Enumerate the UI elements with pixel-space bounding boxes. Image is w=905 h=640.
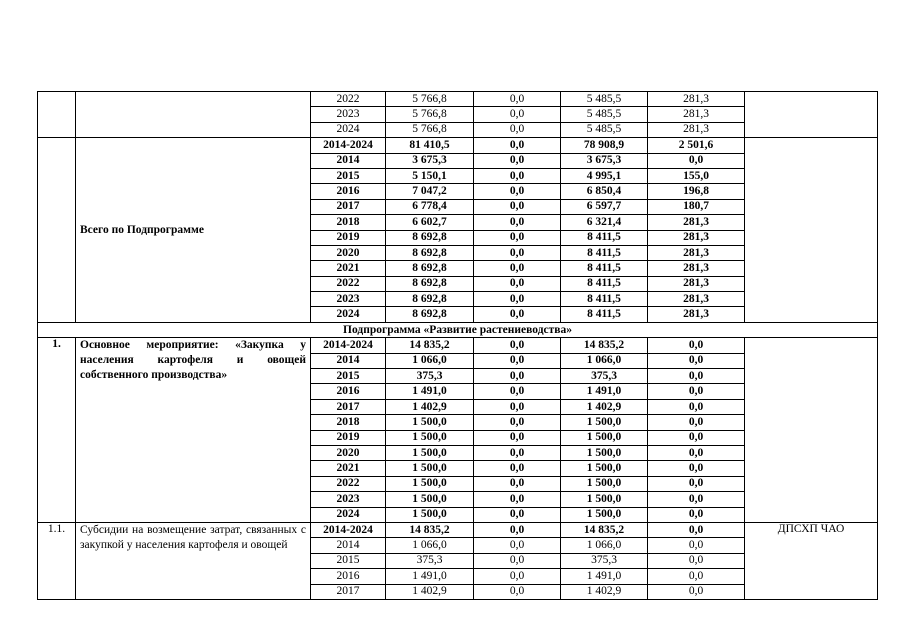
total-cell: 5 766,8 xyxy=(386,122,474,137)
total-cell: 1 500,0 xyxy=(386,507,474,522)
okrug-budget-cell: 14 835,2 xyxy=(561,338,648,353)
other-sources-cell: 0,0 xyxy=(648,476,745,491)
total-cell: 5 766,8 xyxy=(386,107,474,122)
total-cell: 1 402,9 xyxy=(386,584,474,599)
total-cell: 14 835,2 xyxy=(386,522,474,537)
other-sources-cell: 281,3 xyxy=(648,215,745,230)
other-sources-cell: 0,0 xyxy=(648,399,745,414)
year-cell: 2024 xyxy=(311,307,386,322)
total-cell: 1 500,0 xyxy=(386,492,474,507)
year-cell: 2021 xyxy=(311,461,386,476)
federal-budget-cell: 0,0 xyxy=(474,230,561,245)
federal-budget-cell: 0,0 xyxy=(474,245,561,260)
table-row xyxy=(38,522,878,537)
federal-budget-cell: 0,0 xyxy=(474,276,561,291)
other-sources-cell: 0,0 xyxy=(648,522,745,537)
total-cell: 6 778,4 xyxy=(386,199,474,214)
federal-budget-cell: 0,0 xyxy=(474,353,561,368)
total-cell: 8 692,8 xyxy=(386,276,474,291)
federal-budget-cell: 0,0 xyxy=(474,122,561,137)
executor-cell: ДПСХП ЧАО xyxy=(745,522,878,599)
okrug-budget-cell: 1 500,0 xyxy=(561,415,648,430)
total-cell: 1 500,0 xyxy=(386,461,474,476)
okrug-budget-cell: 1 500,0 xyxy=(561,507,648,522)
other-sources-cell: 0,0 xyxy=(648,384,745,399)
total-cell: 8 692,8 xyxy=(386,245,474,260)
other-sources-cell: 281,3 xyxy=(648,276,745,291)
year-cell: 2024 xyxy=(311,507,386,522)
total-cell: 14 835,2 xyxy=(386,338,474,353)
other-sources-cell: 281,3 xyxy=(648,292,745,307)
section-title: Подпрограмма «Развитие растениеводства» xyxy=(38,322,878,337)
total-cell: 6 602,7 xyxy=(386,215,474,230)
federal-budget-cell: 0,0 xyxy=(474,261,561,276)
federal-budget-cell: 0,0 xyxy=(474,307,561,322)
other-sources-cell: 0,0 xyxy=(648,353,745,368)
okrug-budget-cell: 8 411,5 xyxy=(561,292,648,307)
okrug-budget-cell: 1 500,0 xyxy=(561,461,648,476)
number-cell xyxy=(38,138,76,323)
okrug-budget-cell: 5 485,5 xyxy=(561,122,648,137)
executor-cell xyxy=(745,138,878,323)
total-cell: 1 491,0 xyxy=(386,569,474,584)
federal-budget-cell: 0,0 xyxy=(474,168,561,183)
total-cell: 5 150,1 xyxy=(386,168,474,183)
other-sources-cell: 0,0 xyxy=(648,553,745,568)
other-sources-cell: 155,0 xyxy=(648,168,745,183)
executor-cell xyxy=(745,92,878,138)
other-sources-cell: 196,8 xyxy=(648,184,745,199)
federal-budget-cell: 0,0 xyxy=(474,569,561,584)
okrug-budget-cell: 1 491,0 xyxy=(561,569,648,584)
total-cell: 81 410,5 xyxy=(386,138,474,153)
year-cell: 2021 xyxy=(311,261,386,276)
federal-budget-cell: 0,0 xyxy=(474,369,561,384)
year-cell: 2018 xyxy=(311,415,386,430)
total-cell: 5 766,8 xyxy=(386,92,474,107)
year-cell: 2014-2024 xyxy=(311,338,386,353)
other-sources-cell: 0,0 xyxy=(648,445,745,460)
other-sources-cell: 281,3 xyxy=(648,307,745,322)
year-cell: 2022 xyxy=(311,92,386,107)
total-cell: 1 066,0 xyxy=(386,538,474,553)
okrug-budget-cell: 1 402,9 xyxy=(561,399,648,414)
total-cell: 1 402,9 xyxy=(386,399,474,414)
federal-budget-cell: 0,0 xyxy=(474,476,561,491)
okrug-budget-cell: 1 500,0 xyxy=(561,492,648,507)
total-cell: 1 500,0 xyxy=(386,476,474,491)
okrug-budget-cell: 3 675,3 xyxy=(561,153,648,168)
table-row xyxy=(38,322,878,337)
year-cell: 2020 xyxy=(311,245,386,260)
okrug-budget-cell: 5 485,5 xyxy=(561,107,648,122)
year-cell: 2020 xyxy=(311,445,386,460)
federal-budget-cell: 0,0 xyxy=(474,445,561,460)
year-cell: 2014 xyxy=(311,153,386,168)
federal-budget-cell: 0,0 xyxy=(474,461,561,476)
okrug-budget-cell: 1 500,0 xyxy=(561,445,648,460)
year-cell: 2014-2024 xyxy=(311,138,386,153)
other-sources-cell: 281,3 xyxy=(648,122,745,137)
federal-budget-cell: 0,0 xyxy=(474,492,561,507)
okrug-budget-cell: 8 411,5 xyxy=(561,230,648,245)
okrug-budget-cell: 5 485,5 xyxy=(561,92,648,107)
executor-cell xyxy=(745,338,878,523)
year-cell: 2019 xyxy=(311,430,386,445)
other-sources-cell: 0,0 xyxy=(648,461,745,476)
federal-budget-cell: 0,0 xyxy=(474,399,561,414)
subsidy-number: 1.1. xyxy=(38,522,76,599)
year-cell: 2017 xyxy=(311,584,386,599)
activity-description: Основное мероприятие: «Закупка у населения картофеля и овощей собственного производства» xyxy=(76,338,311,523)
total-cell: 8 692,8 xyxy=(386,230,474,245)
total-cell: 7 047,2 xyxy=(386,184,474,199)
okrug-budget-cell: 1 500,0 xyxy=(561,476,648,491)
okrug-budget-cell: 14 835,2 xyxy=(561,522,648,537)
federal-budget-cell: 0,0 xyxy=(474,553,561,568)
year-cell: 2023 xyxy=(311,292,386,307)
okrug-budget-cell: 375,3 xyxy=(561,369,648,384)
other-sources-cell: 2 501,6 xyxy=(648,138,745,153)
other-sources-cell: 0,0 xyxy=(648,338,745,353)
year-cell: 2024 xyxy=(311,122,386,137)
other-sources-cell: 0,0 xyxy=(648,584,745,599)
federal-budget-cell: 0,0 xyxy=(474,430,561,445)
total-cell: 8 692,8 xyxy=(386,307,474,322)
table-row xyxy=(38,92,878,107)
year-cell: 2023 xyxy=(311,492,386,507)
year-cell: 2015 xyxy=(311,369,386,384)
description-cell xyxy=(76,92,311,138)
other-sources-cell: 0,0 xyxy=(648,153,745,168)
okrug-budget-cell: 78 908,9 xyxy=(561,138,648,153)
okrug-budget-cell: 8 411,5 xyxy=(561,307,648,322)
total-cell: 8 692,8 xyxy=(386,261,474,276)
year-cell: 2017 xyxy=(311,399,386,414)
okrug-budget-cell: 6 321,4 xyxy=(561,215,648,230)
okrug-budget-cell: 6 597,7 xyxy=(561,199,648,214)
total-cell: 1 491,0 xyxy=(386,384,474,399)
year-cell: 2014-2024 xyxy=(311,522,386,537)
total-cell: 1 500,0 xyxy=(386,445,474,460)
federal-budget-cell: 0,0 xyxy=(474,415,561,430)
year-cell: 2023 xyxy=(311,107,386,122)
total-cell: 8 692,8 xyxy=(386,292,474,307)
federal-budget-cell: 0,0 xyxy=(474,184,561,199)
budget-table xyxy=(37,91,878,600)
other-sources-cell: 0,0 xyxy=(648,369,745,384)
other-sources-cell: 281,3 xyxy=(648,107,745,122)
year-cell: 2022 xyxy=(311,276,386,291)
year-cell: 2019 xyxy=(311,230,386,245)
table-row xyxy=(38,138,878,153)
federal-budget-cell: 0,0 xyxy=(474,538,561,553)
other-sources-cell: 0,0 xyxy=(648,415,745,430)
table-row xyxy=(38,338,878,353)
total-cell: 1 500,0 xyxy=(386,415,474,430)
okrug-budget-cell: 4 995,1 xyxy=(561,168,648,183)
okrug-budget-cell: 1 066,0 xyxy=(561,353,648,368)
total-cell: 1 500,0 xyxy=(386,430,474,445)
year-cell: 2016 xyxy=(311,384,386,399)
year-cell: 2017 xyxy=(311,199,386,214)
number-cell xyxy=(38,92,76,138)
total-cell: 1 066,0 xyxy=(386,353,474,368)
year-cell: 2014 xyxy=(311,538,386,553)
year-cell: 2022 xyxy=(311,476,386,491)
okrug-budget-cell: 1 402,9 xyxy=(561,584,648,599)
federal-budget-cell: 0,0 xyxy=(474,584,561,599)
federal-budget-cell: 0,0 xyxy=(474,107,561,122)
okrug-budget-cell: 8 411,5 xyxy=(561,276,648,291)
other-sources-cell: 0,0 xyxy=(648,538,745,553)
total-cell: 375,3 xyxy=(386,369,474,384)
okrug-budget-cell: 1 066,0 xyxy=(561,538,648,553)
year-cell: 2015 xyxy=(311,553,386,568)
federal-budget-cell: 0,0 xyxy=(474,338,561,353)
total-cell: 375,3 xyxy=(386,553,474,568)
subsidy-description: Субсидии на возмещение затрат, связанных с закупкой у населения картофеля и овощей xyxy=(76,522,311,599)
other-sources-cell: 281,3 xyxy=(648,230,745,245)
okrug-budget-cell: 6 850,4 xyxy=(561,184,648,199)
year-cell: 2016 xyxy=(311,569,386,584)
year-cell: 2016 xyxy=(311,184,386,199)
other-sources-cell: 0,0 xyxy=(648,430,745,445)
other-sources-cell: 0,0 xyxy=(648,569,745,584)
okrug-budget-cell: 1 491,0 xyxy=(561,384,648,399)
other-sources-cell: 180,7 xyxy=(648,199,745,214)
federal-budget-cell: 0,0 xyxy=(474,384,561,399)
federal-budget-cell: 0,0 xyxy=(474,215,561,230)
total-cell: 3 675,3 xyxy=(386,153,474,168)
year-cell: 2015 xyxy=(311,168,386,183)
other-sources-cell: 0,0 xyxy=(648,507,745,522)
year-cell: 2018 xyxy=(311,215,386,230)
other-sources-cell: 0,0 xyxy=(648,492,745,507)
activity-number: 1. xyxy=(38,338,76,523)
okrug-budget-cell: 8 411,5 xyxy=(561,245,648,260)
subprogram-total-label: Всего по Подпрограмме xyxy=(76,138,311,323)
okrug-budget-cell: 8 411,5 xyxy=(561,261,648,276)
other-sources-cell: 281,3 xyxy=(648,245,745,260)
okrug-budget-cell: 1 500,0 xyxy=(561,430,648,445)
federal-budget-cell: 0,0 xyxy=(474,292,561,307)
other-sources-cell: 281,3 xyxy=(648,261,745,276)
other-sources-cell: 281,3 xyxy=(648,92,745,107)
federal-budget-cell: 0,0 xyxy=(474,507,561,522)
year-cell: 2014 xyxy=(311,353,386,368)
okrug-budget-cell: 375,3 xyxy=(561,553,648,568)
federal-budget-cell: 0,0 xyxy=(474,138,561,153)
federal-budget-cell: 0,0 xyxy=(474,199,561,214)
federal-budget-cell: 0,0 xyxy=(474,92,561,107)
federal-budget-cell: 0,0 xyxy=(474,153,561,168)
federal-budget-cell: 0,0 xyxy=(474,522,561,537)
